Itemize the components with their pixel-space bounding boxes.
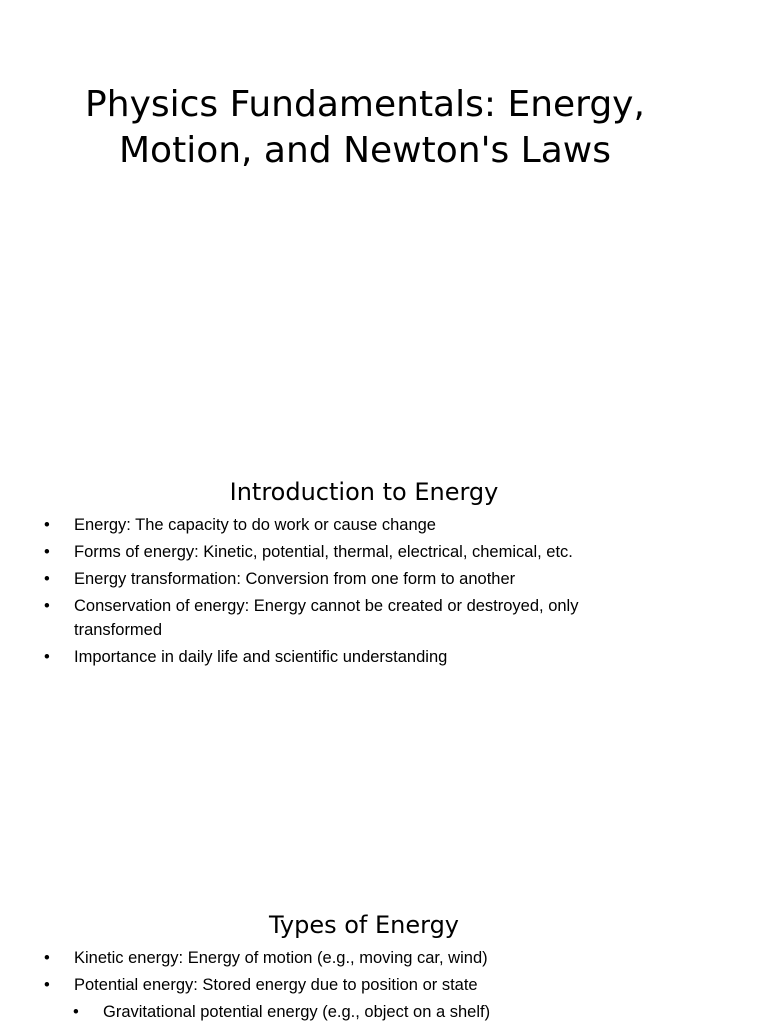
bullet-icon: • (44, 516, 50, 534)
bullet-icon: • (44, 570, 50, 588)
section-heading-introduction-to-energy: Introduction to Energy (229, 478, 499, 506)
list-item-text: Potential energy: Stored energy due to position or state (74, 976, 478, 994)
list-item-text: Gravitational potential energy (e.g., object on a shelf) (103, 1003, 491, 1021)
bullet-list-introduction-to-energy (44, 514, 644, 673)
list-item-text: Energy: The capacity to do work or cause change (74, 516, 436, 534)
section-heading-types-of-energy: Types of Energy (268, 911, 460, 939)
list-item (44, 595, 644, 642)
bullet-icon: • (44, 647, 50, 666)
list-item (44, 947, 644, 971)
list-item (44, 974, 644, 998)
list-item (44, 514, 644, 538)
list-item-text: Forms of energy: Kinetic, potential, thermal, electrical, chemical, etc. (74, 543, 573, 561)
bullet-icon: • (44, 597, 50, 615)
sub-list-item (44, 1001, 644, 1025)
list-item-text: Importance in daily life and scientific understanding (74, 647, 448, 666)
bullet-icon: • (44, 543, 50, 561)
bullet-icon: • (44, 949, 50, 967)
list-item-text: Conservation of energy: Energy cannot be created or destroyed, only transformed (74, 597, 579, 639)
list-item (44, 568, 644, 592)
list-item-text: Kinetic energy: Energy of motion (e.g., moving car, wind) (74, 949, 488, 967)
page-title: Physics Fundamentals: Energy, Motion, and Newton's Laws (85, 84, 645, 171)
list-item (44, 646, 644, 670)
bullet-icon: • (73, 1003, 79, 1021)
list-item-text: Energy transformation: Conversion from one form to another (74, 570, 516, 588)
list-item (44, 541, 644, 565)
bullet-list-types-of-energy (44, 947, 644, 1028)
bullet-icon: • (44, 976, 50, 994)
